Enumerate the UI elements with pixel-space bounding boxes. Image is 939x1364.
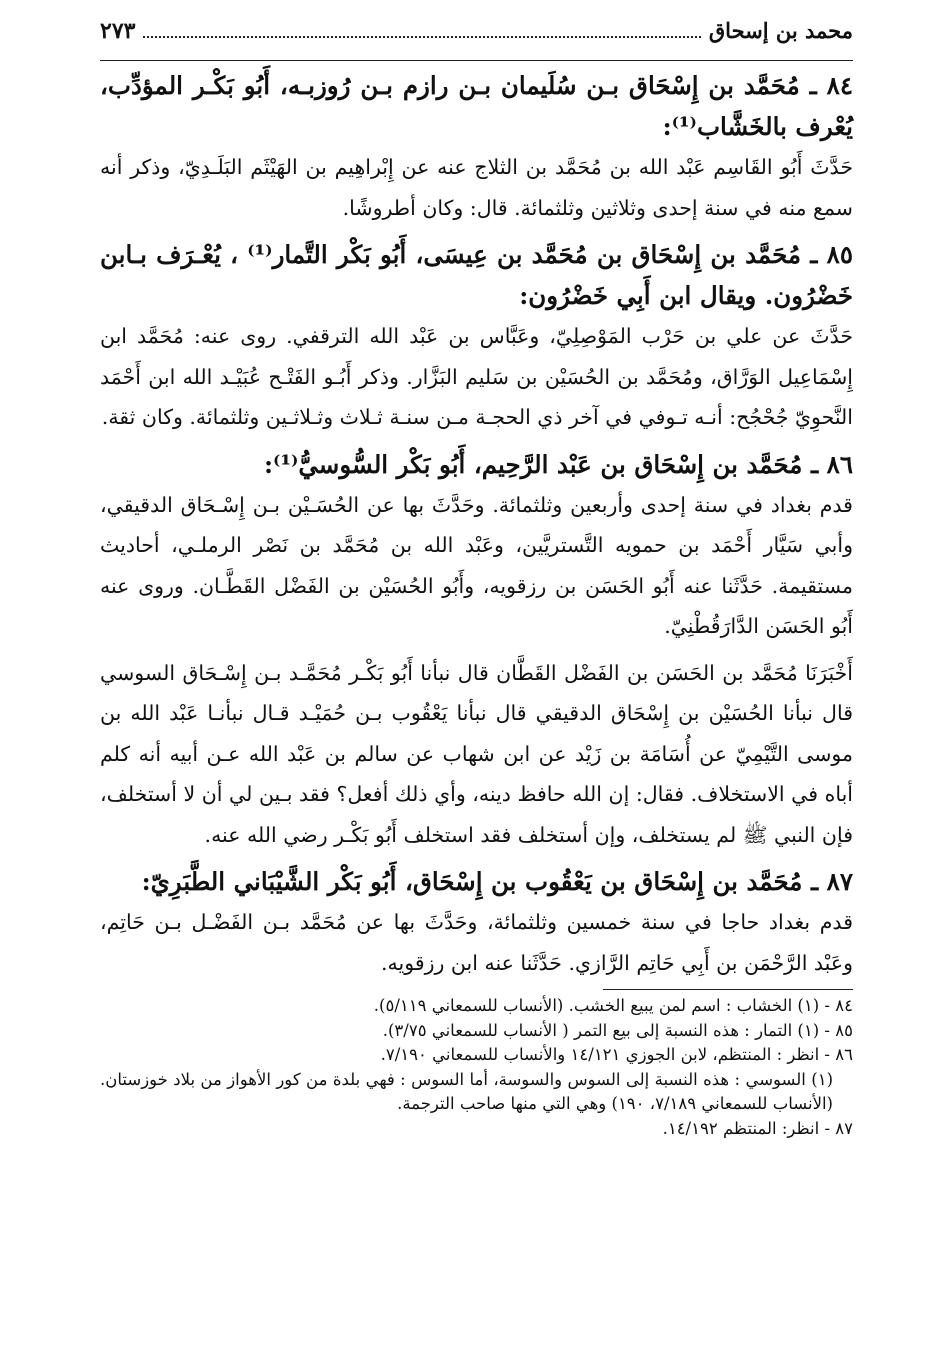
entry-heading: ٨٧ ـ مُحَمَّد بن إِسْحَاق بن يَعْقُوب بن إِسْحَاق، أَبُو بَكْر الشَّيْبَاني الطَّبَرِيّ: — [141, 867, 853, 896]
running-head-title: محمد بن إسحاق — [708, 18, 853, 43]
entry-87 — [100, 861, 853, 983]
leader-dots — [143, 36, 700, 38]
entry-heading: ٨٥ ـ مُحَمَّد بن إِسْحَاق بن مُحَمَّد بن عِيسَى، أَبُو بَكْر التَّمار⁽¹⁾ ، يُعْـرَف بـابن خَضْرُون. ويقال ابن أَبِي خَضْرُون: — [100, 240, 853, 310]
footnote: ٨٧ - انظر: المنتظم ١٤/١٩٢. — [662, 1118, 853, 1138]
header-rule — [100, 60, 853, 61]
footnotes — [100, 994, 853, 1141]
entry-84 — [100, 65, 853, 228]
entry-heading: ٨٤ ـ مُحَمَّد بن إِسْحَاق بـن سُلَيمان بـن رازم بـن رُوزبـه، أَبُو بَكْـر المؤدِّب، يُعْرف بالخَشَّاب⁽¹⁾: — [100, 71, 853, 141]
page-number: ٢٧٣ — [100, 18, 136, 44]
entry-paragraph: حَدَّثَ أَبُو القَاسِم عَبْد الله بن مُحَمَّد بن الثلاج عنه عن إِبْراهِيم بن الهَيْثَم البَلَـدِيّ، وذكر أنه سمع منه في سنة إحدى وثلاثين وثلثمائة. قال: وكان أطروشًا. — [100, 155, 853, 220]
footnote: ٨٦ - انظر : المنتظم، لابن الجوزي ١٤/١٢١ والأنساب للسمعاني ٧/١٩٠. — [380, 1045, 853, 1064]
footnote: ٨٥ - (١) التمار : هذه النسبة إلى بيع التمر ( الأنساب للسمعاني ٣/٧٥). — [382, 1020, 853, 1040]
entry-paragraph: قدم بغداد حاجا في سنة خمسين وثلثمائة، وحَدَّثَ بها عن مُحَمَّد بـن الفَضْـل بـن حَاتِم، وعَبْد الرَّحْمَن بن أَبِي حَاتِم الرَّازي. حَدَّثَنا عنه ابن رزقويه. — [100, 910, 853, 975]
entry-paragraph: حَدَّثَ عن علي بن حَرْب المَوْصِلِيّ، وعَبَّاس بن عَبْد الله الترقفي. روى عنه: مُحَمَّد ابن إِسْمَاعِيل الوَرَّاق، ومُحَمَّد بن الحُسَيْن بن سَليم البَزَّار. وذكر أَبُـو الفَتْـح عُبَيْـد الله ابن أَحْمَد النَّحوِيّ جُحْجُح: أنـه تـوفي في آخر ذي الحجـة مـن سنـة ثـلاث وثـلاثـين وثلثمائة. وكان ثقة. — [100, 324, 853, 429]
footnote: (١) السوسي : هذه النسبة إلى السوس والسوسة، أما السوس : فهي بلدة من كور الأهواز من بلاد خوزستان. (الأنساب للسمعاني ٧/١٨٩، ١٩٠) وهي التي منها صاحب الترجمة. — [100, 1069, 833, 1113]
footnote-separator — [603, 989, 853, 990]
entry-85 — [100, 234, 853, 438]
entry-86 — [100, 444, 853, 856]
footnote: ٨٤ - (١) الخشاب : اسم لمن يبيع الخشب. (الأنساب للسمعاني ٥/١١٩). — [373, 996, 853, 1015]
entry-heading: ٨٦ ـ مُحَمَّد بن إِسْحَاق بن عَبْد الرَّحِيم، أَبُو بَكْر السُّوسيُّ⁽¹⁾: — [264, 449, 853, 479]
entry-paragraph: قدم بغداد في سنة إحدى وأربعين وثلثمائة. وحَدَّثَ بها عن الحُسَـيْن بـن إِسْـحَاق الدقيقي، وأبي سَيَّار أَحْمَد بن حمويه التَّستريَّين، وعَبْد الله بن مُحَمَّد بن نَصْر الرملـي، أحاديث مستقيمة. حَدَّثَنا عنه أَبُو الحَسَن بن رزقويه، وأَبُو الحُسَيْن بن الفَضْل القَطَّـان. وروى عنه أَبُو الحَسَن الدَّارَقُطْنِيّ. — [100, 492, 853, 638]
entry-paragraph: أَخْبَرَنَا مُحَمَّد بن الحَسَن بن الفَضْل القَطَّان قال نبأنا أَبُو بَكْـر مُحَمَّـد بـن إِسْـحَاق السوسي قال نبأنا الحُسَيْن بن إِسْحَاق الدقيقي قال نبأنا يَعْقُوب بـن حُمَيْـد قـال نبأنـا عَبْد الله بن موسى التَّيْمِيّ عن أُسَامَة بن زَيْد عن ابن شهاب عن سالم بن عَبْد الله عـن أبيه أنه كلم أباه في الاستخلاف. فقال: إن الله حافظ دينه، وأي ذلك أفعل؟ فقد بـين لي أن لا أستخلف، فإن النبي ﷺ لم يستخلف، وإن أستخلف فقد استخلف أَبُو بَكْـر رضي الله عنه. — [100, 660, 853, 847]
running-head — [100, 18, 853, 60]
